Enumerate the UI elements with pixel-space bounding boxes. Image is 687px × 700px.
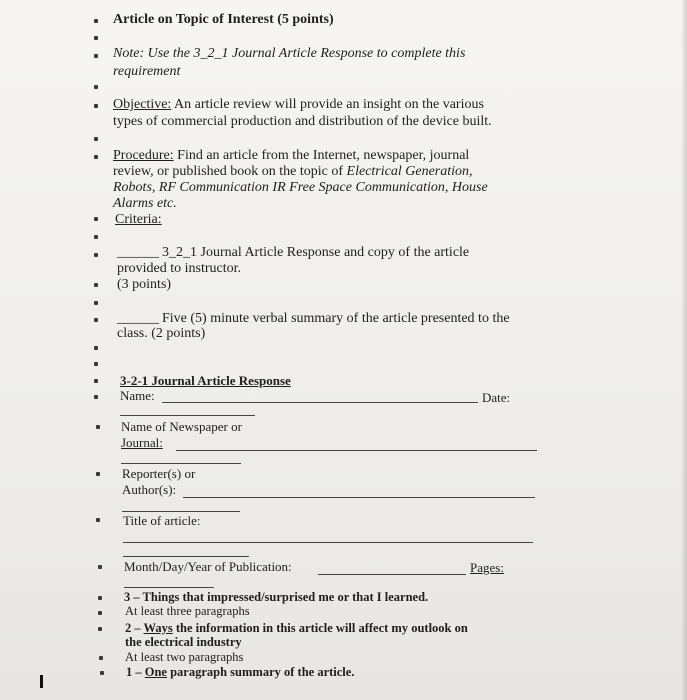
procedure-text-2: review, or published book on the topic of [113, 164, 347, 179]
objective-line-2: types of commercial production and distribution of the device built. [113, 114, 492, 129]
bullet [98, 596, 102, 600]
note-line-1: Note: Use the 3_2_1 Journal Article Response to complete this [113, 46, 466, 61]
bullet [96, 425, 100, 429]
bullet [94, 36, 98, 40]
newspaper-label-line-2: Journal: [121, 435, 163, 450]
procedure-line-4: Alarms etc. [113, 196, 177, 211]
title-underline [123, 542, 533, 543]
newspaper-extra-underline [121, 463, 241, 464]
objective-text-1: An article review will provide an insight on the various [171, 97, 484, 112]
instruction-2-keyword: Ways [143, 621, 173, 635]
criteria-item-1-line-1 [117, 245, 469, 261]
instruction-2-number: 2 – [125, 621, 144, 635]
bullet [94, 85, 98, 89]
criteria-label: Criteria: [115, 212, 162, 227]
date-pub-label: Month/Day/Year of Publication: [124, 559, 292, 574]
note-line-2: requirement [113, 64, 181, 79]
margin-mark [40, 675, 43, 688]
bullet [94, 346, 98, 350]
bullet [94, 217, 98, 221]
bullet [98, 627, 102, 631]
bullet [98, 565, 102, 569]
date-label: Date: [482, 390, 511, 405]
title-extra-underline [123, 556, 249, 557]
bullet [94, 104, 98, 108]
objective-line-1 [113, 97, 484, 113]
procedure-line-2 [113, 164, 473, 180]
criteria-item-1-line-3: (3 points) [117, 277, 172, 292]
procedure-topic: Electrical Generation, [346, 164, 473, 179]
page-edge-shadow [681, 0, 687, 700]
criteria-item-1-blank: ______ [117, 245, 159, 260]
name-extra-underline [120, 415, 255, 416]
bullet [94, 155, 98, 159]
criteria-item-2-text: Five (5) minute verbal summary of the article presented to the [162, 311, 510, 326]
bullet [94, 362, 98, 366]
document-heading: Article on Topic of Interest (5 points) [113, 12, 334, 27]
procedure-line-3: Robots, RF Communication IR Free Space Communication, House [113, 180, 488, 195]
instruction-1 [126, 665, 354, 680]
name-underline [162, 402, 478, 403]
instruction-2-line-2: the electrical industry [125, 635, 242, 649]
bullet [100, 671, 104, 675]
criteria-item-2-line-2: class. (2 points) [117, 326, 206, 341]
bullet [94, 19, 98, 23]
newspaper-label-line-1: Name of Newspaper or [121, 419, 242, 434]
bullet [94, 54, 98, 58]
bullet [94, 395, 98, 399]
criteria-item-1-line-2: provided to instructor. [117, 261, 242, 276]
bullet [94, 318, 98, 322]
bullet [99, 656, 103, 660]
criteria-item-1-text: 3_2_1 Journal Article Response and copy of the article [162, 245, 470, 260]
title-label: Title of article: [123, 513, 201, 528]
reporter-label-line-2: Author(s): [122, 482, 177, 497]
pages-label: Pages: [470, 560, 504, 575]
criteria-item-2-blank: ______ [117, 311, 159, 326]
procedure-label: Procedure: [113, 148, 174, 163]
instruction-1-keyword: One [144, 665, 167, 679]
instruction-3-detail: At least three paragraphs [125, 604, 250, 618]
instruction-1-number: 1 – [126, 665, 145, 679]
bullet [94, 301, 98, 305]
bullet [96, 518, 100, 522]
bullet [94, 137, 98, 141]
instruction-2-detail: At least two paragraphs [125, 650, 244, 664]
instruction-2-text: the information in this article will affect my outlook on [172, 621, 468, 635]
procedure-text-1: Find an article from the Internet, newspaper, journal [173, 148, 470, 163]
reporter-label-line-1: Reporter(s) or [122, 466, 196, 481]
reporter-extra-underline [122, 511, 240, 512]
reporter-underline [183, 497, 535, 498]
instruction-2 [125, 621, 468, 636]
newspaper-underline [176, 450, 537, 451]
name-label: Name: [120, 388, 155, 403]
instruction-1-text: paragraph summary of the article. [166, 665, 355, 679]
date-pub-extra-underline [124, 587, 214, 588]
bullet [94, 283, 98, 287]
bullet [96, 472, 100, 476]
criteria-item-2-line-1 [117, 311, 510, 327]
response-form-title: 3-2-1 Journal Article Response [120, 373, 291, 388]
procedure-line-1 [113, 148, 469, 164]
bullet [94, 379, 98, 383]
bullet [94, 253, 98, 257]
date-pub-underline [318, 574, 466, 575]
objective-label: Objective: [113, 97, 172, 112]
instruction-3: 3 – Things that impressed/surprised me or that I learned. [124, 590, 429, 604]
bullet [94, 235, 98, 239]
bullet [98, 611, 102, 615]
